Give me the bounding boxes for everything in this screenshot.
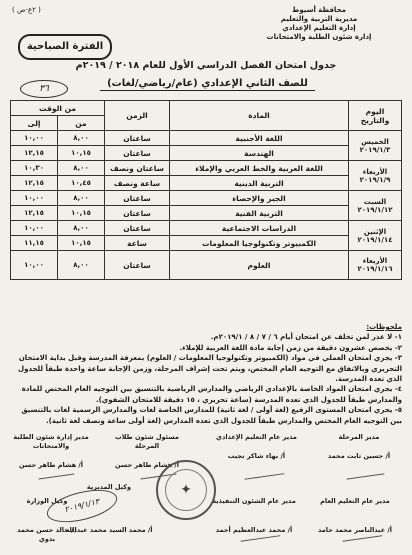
note-item: ٢- يخصص عشرون دقيقة من زمن إجابة مادة اللغة العربية للإملاء.	[179, 343, 402, 352]
note-item: ٤- يجري امتحان المواد الخاصة بالإعدادي الرياضي والمدارس الرياضية بالتنسيق بين التوجيه العام المختص للمادة والمدارس طبقاً للجدول الذي تعده المدرسة (ساعة تحريري ، ١٥ دقيقة للامتحان الشفوي).	[21, 385, 402, 404]
signature-exec-director: مدير عام الشئون التنفيذية أ/ محمد عبدالعظيم أحمد	[212, 497, 296, 534]
header-admin: إدارة التعليم الإعدادي	[282, 24, 356, 32]
day-cell: الأربعاء ٢٠١٩/١/١٦	[349, 251, 402, 280]
table-row	[11, 236, 402, 251]
duration-cell: ساعتان	[105, 221, 170, 236]
number-stamp: ٣٦	[20, 80, 68, 98]
page-title: جدول امتحان الفصل الدراسي الأول للعام ٢٠١٨ / ٢٠١٩م	[75, 60, 337, 71]
table-row	[11, 221, 402, 236]
day-cell: الخميس ٢٠١٩/١/٣	[349, 131, 402, 161]
notes-section	[10, 322, 402, 426]
subject-cell: التربية الدينية	[170, 176, 349, 191]
subject-cell: الكمبيوتر وتكنولوجيا المعلومات	[170, 236, 349, 251]
page-subtitle: للصف الثاني الإعدادي (عام/رياضي/لغات)	[100, 78, 315, 91]
duration-cell: ساعة ونصف	[105, 176, 170, 191]
from-cell: ١٠,١٥	[58, 206, 105, 221]
subject-cell: الجبر والإحصاء	[170, 191, 349, 206]
shift-badge: الفترة الصباحية	[18, 34, 112, 60]
th-time: من الوقت	[11, 101, 105, 116]
to-cell: ١٢,١٥	[11, 176, 58, 191]
th-from: من	[58, 116, 105, 131]
from-cell: ٨,٠٠	[58, 221, 105, 236]
duration-cell: ساعتان	[105, 206, 170, 221]
signature-exams-director: مدير إدارة شئون الطلبة والامتحانات أ/ هشام طاهر حسن	[13, 433, 89, 469]
to-cell: ١١,١٥	[11, 236, 58, 251]
duration-cell: ساعتان	[105, 251, 170, 280]
note-item: ٣- يجري امتحان العملي في مواد (الكمبيوتر وتكنولوجيا المعلومات / العلوم) بمعرفة المدرسة وقبل بداية الامتحان التحريري وبالاتفاق مع التوجيه العام المختص، ويتم تحت إشراف المرحلة، وزمن الإجابة ساعة واحدة طبقاً للجدول الذي تعده المدرسة.	[18, 354, 402, 384]
to-cell: ١٢,١٥	[11, 206, 58, 221]
from-cell: ٨,٠٠	[58, 251, 105, 280]
subject-cell: الدراسات الاجتماعية	[170, 221, 349, 236]
th-duration: الزمن	[105, 101, 170, 131]
signature-prep-director: مدير عام التعليم الإعدادي أ/ بهاء شاكر نجيب	[216, 433, 297, 460]
schedule-table	[10, 100, 402, 280]
document-code: ( ٢ع-ص )	[12, 6, 41, 14]
official-seal-icon: ✦	[156, 460, 216, 520]
notes-heading: ملحوظات:	[366, 323, 402, 331]
signature-student-affairs: مسئول شئون طلاب المرحلة أ/ هشام طاهر حسن	[115, 433, 179, 469]
to-cell: ١٠,٠٠	[11, 221, 58, 236]
to-cell: ١٠,٠٠	[11, 191, 58, 206]
table-row	[11, 176, 402, 191]
signature-general-director: مدير عام التعليم العام أ/ عبدالناصر محمد حامد	[317, 497, 393, 534]
subject-cell: اللغة العربية والخط العربي والإملاء	[170, 161, 349, 176]
signature-stage-director: مدير المرحلة أ/ حسين ثابت محمد	[327, 433, 391, 460]
to-cell: ١٢,١٥	[11, 146, 58, 161]
to-cell: ١٠,٣٠	[11, 161, 58, 176]
duration-cell: ساعتان	[105, 191, 170, 206]
header-block	[234, 6, 404, 42]
from-cell: ٨,٠٠	[58, 161, 105, 176]
th-day: اليوم والتاريخ	[349, 101, 402, 131]
from-cell: ١٠,١٥	[58, 236, 105, 251]
note-item: ١- لا عذر لمن تخلف عن امتحان أيام ٦ / ٧ / ٨ / ٢٠١٩/١م.	[210, 333, 402, 342]
subject-cell: العلوم	[170, 251, 349, 280]
table-row	[11, 191, 402, 206]
table-row	[11, 131, 402, 146]
day-cell: السبت ٢٠١٩/١/١٢	[349, 191, 402, 221]
header-affairs: إدارة شئون الطلبة والامتحانات	[266, 33, 372, 41]
day-cell: الإثنين ٢٠١٩/١/١٤	[349, 221, 402, 251]
from-cell: ١٠,١٥	[58, 146, 105, 161]
th-subject: المادة	[170, 101, 349, 131]
header-governorate: محافظة أسيوط	[292, 6, 346, 14]
duration-cell: ساعتان	[105, 146, 170, 161]
note-item: ٥- يجري امتحان المستوى الرفيع (لغة أولى / لغة ثانية) للمدارس الخاصة لغات والمدارس الرسمية لغات بالتنسيق بين التوجيه العام المختص والمدارس طبقاً للجدول الذي تعده المدارس (لغة أولى ساعة ونصف لغة ثانية).	[21, 406, 402, 425]
signature-undersecretary-deputy: وكيل المديرية أ/ محمد السيد محمد عبدالله	[65, 483, 153, 534]
from-cell: ١٠,٤٥	[58, 176, 105, 191]
table-row	[11, 146, 402, 161]
duration-cell: ساعتان	[105, 131, 170, 146]
table-row	[11, 206, 402, 221]
table-row	[11, 251, 402, 280]
header-directorate: مديرية التربية والتعليم	[280, 15, 358, 23]
subject-cell: الهندسة	[170, 146, 349, 161]
day-cell: الأربعاء ٢٠١٩/١/٩	[349, 161, 402, 191]
to-cell: ١٠,٠٠	[11, 131, 58, 146]
to-cell: ١٠,٠٠	[11, 251, 58, 280]
subject-cell: التربية الفنية	[170, 206, 349, 221]
duration-cell: ساعة	[105, 236, 170, 251]
date-stamp: ٢٠١٩/١/١٣	[44, 484, 121, 529]
duration-cell: ساعتان ونصف	[105, 161, 170, 176]
signature-undersecretary: وكيل الوزارة د/ خالد حسن محمد بدوي	[17, 497, 77, 543]
from-cell: ٨,٠٠	[58, 191, 105, 206]
from-cell: ٨,٠٠	[58, 131, 105, 146]
table-row	[11, 161, 402, 176]
subject-cell: اللغة الأجنبية	[170, 131, 349, 146]
th-to: إلى	[11, 116, 58, 131]
